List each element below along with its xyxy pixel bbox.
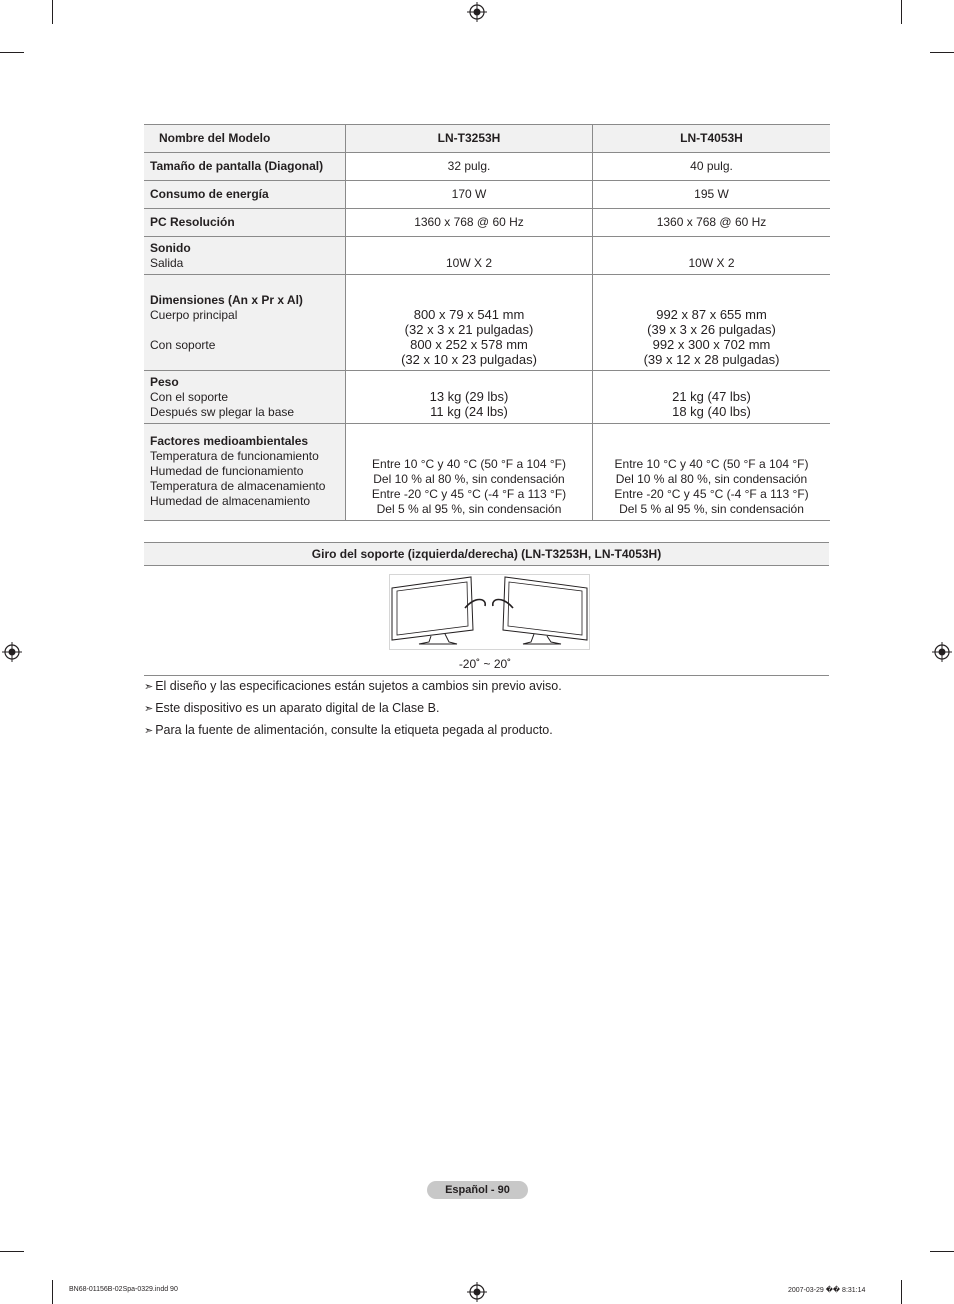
table-row [144,275,830,371]
table-row [144,237,830,275]
environment-b-line: Entre 10 °C y 40 °C (50 °F a 104 °F) [614,457,809,471]
table-row [144,371,830,424]
power-label: Consumo de energía [144,181,346,209]
environment-sub-label: Humedad de funcionamiento [150,464,304,478]
environment-sub-label: Temperatura de almacenamiento [150,479,326,493]
dimensions-label: Dimensiones (An x Pr x Al) [150,293,303,307]
list-item [144,700,562,722]
weight-sub-label: Con el soporte [150,389,229,404]
power-a: 170 W [346,181,593,209]
environment-b-line: Entre -20 °C y 45 °C (-4 °F a 113 °F) [614,487,809,501]
crop-mark [930,52,954,53]
pc-resolution-label: PC Resolución [144,209,346,237]
note-text: Este dispositivo es un aparato digital de la Clase B. [155,701,440,715]
environment-a-line: Entre -20 °C y 45 °C (-4 °F a 113 °F) [371,487,567,501]
registration-mark-icon [2,642,22,662]
dimensions-b-line: 992 x 300 x 702 mm [652,337,771,352]
model-name-label: Nombre del Modelo [144,125,346,153]
table-row [144,424,830,521]
environment-label: Factores medioambientales [150,434,309,448]
screen-size-b: 40 pulg. [593,153,831,181]
arrow-right-icon: ➣ [144,703,154,715]
environment-a-line: Del 10 % al 80 %, sin condensación [373,472,565,486]
list-item [144,722,562,744]
dimensions-sub-label: Cuerpo principal [150,308,238,322]
crop-mark [901,1280,902,1304]
crop-mark [52,0,53,24]
model-b-heading: LN-T4053H [593,125,831,153]
weight-b-line: 21 kg (47 lbs) [672,389,751,404]
crop-mark [930,1251,954,1252]
spec-table [144,124,830,521]
crop-mark [0,52,24,53]
environment-sub-label: Temperatura de funcionamiento [150,449,319,463]
table-row [144,181,830,209]
weight-a-line: 11 kg (24 lbs) [430,404,508,419]
weight-sub-label: Después sw plegar la base [150,404,295,419]
pc-resolution-a: 1360 x 768 @ 60 Hz [346,209,593,237]
dimensions-a-line: 800 x 79 x 541 mm [413,307,525,322]
environment-a-line: Entre 10 °C y 40 °C (50 °F a 104 °F) [372,457,566,471]
dimensions-b-line: (39 x 12 x 28 pulgadas) [643,352,780,367]
footer-datetime: 2007-03-29 �� 8:31:14 [788,1287,866,1294]
dimensions-a-line: (32 x 3 x 21 pulgadas) [404,322,534,337]
note-text: Para la fuente de alimentación, consulte la etiqueta pegada al producto. [155,723,553,737]
dimensions-sub-label: Con soporte [150,338,216,352]
note-text: El diseño y las especificaciones están sujetos a cambios sin previo aviso. [155,679,562,693]
weight-a-line: 13 kg (29 lbs) [429,389,509,404]
registration-mark-icon [467,2,487,22]
model-a-heading: LN-T3253H [346,125,593,153]
crop-mark [0,1251,24,1252]
weight-label: Peso [150,374,179,389]
page-number-badge: Español - 90 [427,1181,528,1199]
dimensions-b-line: 992 x 87 x 655 mm [656,307,767,322]
registration-mark-icon [932,642,952,662]
swivel-title: Giro del soporte (izquierda/derecha) (LN-T3253H, LN-T4053H) [144,542,829,566]
arrow-right-icon: ➣ [144,725,154,737]
footer-file-info: BN68-01156B-02Spa-0329.indd 90 [69,1286,178,1293]
sound-sub-label: Salida [150,255,184,270]
dimensions-a-line: 800 x 252 x 578 mm [410,337,528,352]
screen-size-a: 32 pulg. [346,153,593,181]
registration-mark-icon [467,1282,487,1302]
table-row [144,209,830,237]
table-row [144,153,830,181]
sound-label: Sonido [150,240,191,255]
crop-mark [901,0,902,24]
divider [144,675,829,676]
list-item [144,678,562,700]
weight-b-line: 18 kg (40 lbs) [672,404,751,419]
environment-b-line: Del 10 % al 80 %, sin condensación [615,472,808,486]
environment-a-line: Del 5 % al 95 %, sin condensación [376,502,562,516]
dimensions-a-line: (32 x 10 x 23 pulgadas) [401,352,537,367]
power-b: 195 W [593,181,831,209]
arrow-right-icon: ➣ [144,681,154,693]
screen-size-label: Tamaño de pantalla (Diagonal) [144,153,346,181]
tv-swivel-illustration [389,574,591,650]
dimensions-b-line: (39 x 3 x 26 pulgadas) [647,322,776,337]
environment-b-line: Del 5 % al 95 %, sin condensación [619,502,804,516]
environment-sub-label: Humedad de almacenamiento [150,494,311,508]
sound-a: 10W X 2 [346,237,593,275]
swivel-angle-range: -20˚ ~ 20˚ [458,657,512,671]
notes-list [144,678,562,744]
pc-resolution-b: 1360 x 768 @ 60 Hz [593,209,831,237]
sound-b: 10W X 2 [593,237,831,275]
crop-mark [52,1280,53,1304]
table-row [144,125,830,153]
